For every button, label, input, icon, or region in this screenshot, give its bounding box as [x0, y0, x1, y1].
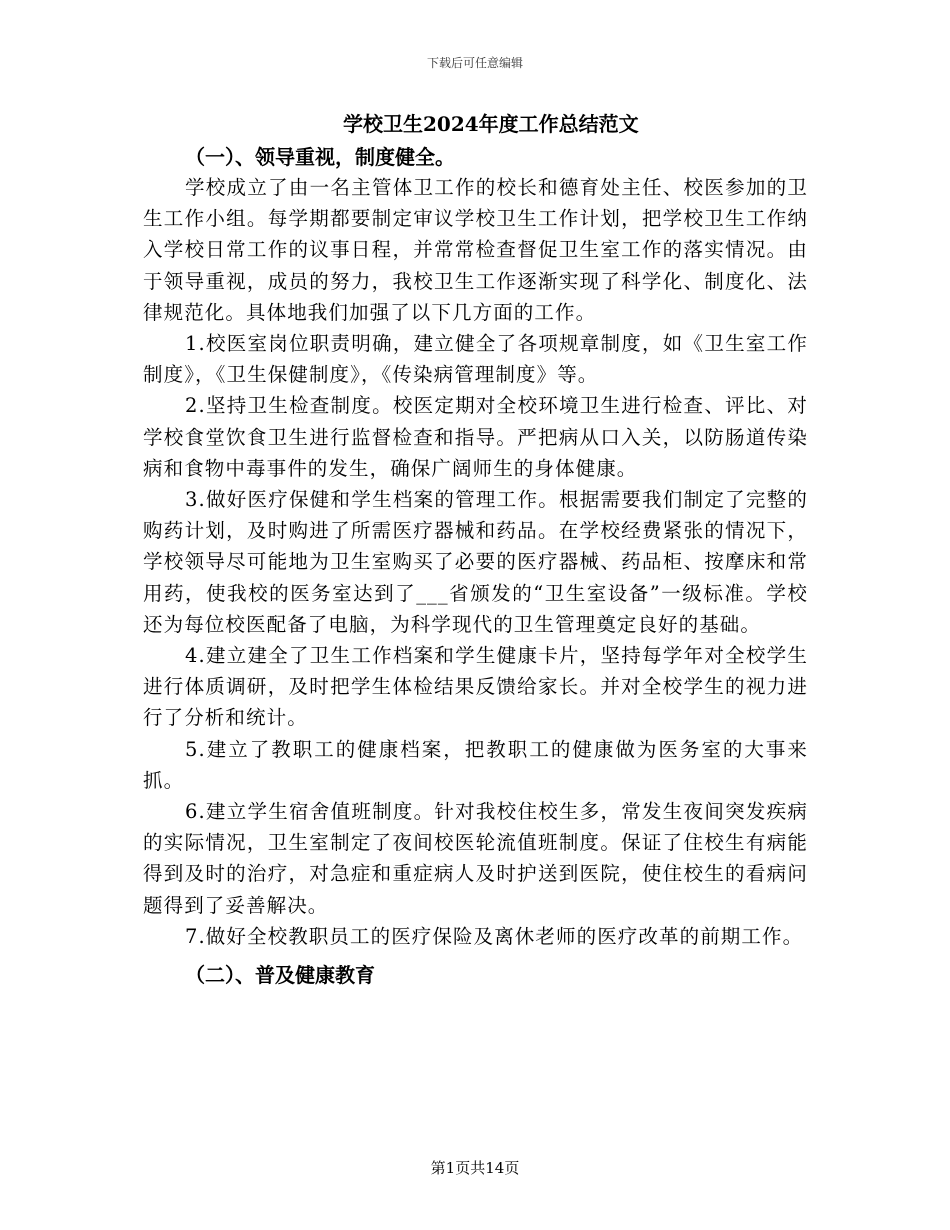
document-body	[143, 106, 808, 990]
paragraph-item-6: 6.建立学生宿舍值班制度。针对我校住校生多，常发生夜间突发疾病的实际情况，卫生室制定了夜间校医轮流值班制度。保证了住校生有病能得到及时的治疗，对急症和重症病人及时护送到医院，使住校生的看病问题得到了妥善解决。	[143, 800, 808, 917]
footer-prefix: 第	[430, 1159, 446, 1177]
footer-current-page: 1	[445, 1159, 456, 1177]
paragraph-intro: 学校成立了由一名主管体卫工作的校长和德育处主任、校医参加的卫生工作小组。每学期都要制定审议学校卫生工作计划，把学校卫生工作纳入学校日常工作的议事日程，并常常检查督促卫生室工作的落实情况。由于领导重视，成员的努力，我校卫生工作逐渐实现了科学化、制度化、法律规范化。具体地我们加强了以下几方面的工作。	[143, 176, 808, 324]
section-heading-1: （一）、领导重视，制度健全。	[185, 145, 455, 169]
paragraph-item-3: 3.做好医疗保健和学生档案的管理工作。根据需要我们制定了完整的购药计划，及时购进了所需医疗器械和药品。在学校经费紧张的情况下，学校领导尽可能地为卫生室购买了必要的医疗器械、药品柜、按摩床和常用药，使我校的医务室达到了___省颁发的“卫生室设备”一级标准。学校还为每位校医配备了电脑，为科学现代的卫生管理奠定良好的基础。	[143, 488, 808, 636]
document-title: 学校卫生2024年度工作总结范文	[343, 112, 639, 136]
paragraph-item-2: 2.坚持卫生检查制度。校医定期对全校环境卫生进行检查、评比、对学校食堂饮食卫生进行监督检查和指导。严把病从口入关，以防肠道传染病和食物中毒事件的发生，确保广阔师生的身体健康。	[143, 394, 808, 480]
paragraph-item-7: 7.做好全校教职员工的医疗保险及离休老师的医疗改革的前期工作。	[185, 924, 804, 948]
paragraph-item-5: 5.建立了教职工的健康档案，把教职工的健康做为医务室的大事来抓。	[143, 737, 808, 792]
footer-suffix: 页	[504, 1159, 520, 1177]
paragraph-item-1: 1.校医室岗位职责明确，建立健全了各项规章制度，如《卫生室工作制度》，《卫生保健制度》，《传染病管理制度》等。	[143, 332, 808, 387]
paragraph-item-4: 4.建立建全了卫生工作档案和学生健康卡片，坚持每学年对全校学生进行体质调研，及时把学生体检结果反馈给家长。并对全校学生的视力进行了分析和统计。	[143, 644, 808, 730]
footer-middle: 页共	[455, 1159, 486, 1177]
header-note: 下载后可任意编辑	[426, 56, 523, 70]
section-heading-2: （二）、普及健康教育	[185, 963, 375, 988]
page-footer	[0, 1157, 950, 1178]
footer-total-pages: 14	[485, 1159, 505, 1177]
